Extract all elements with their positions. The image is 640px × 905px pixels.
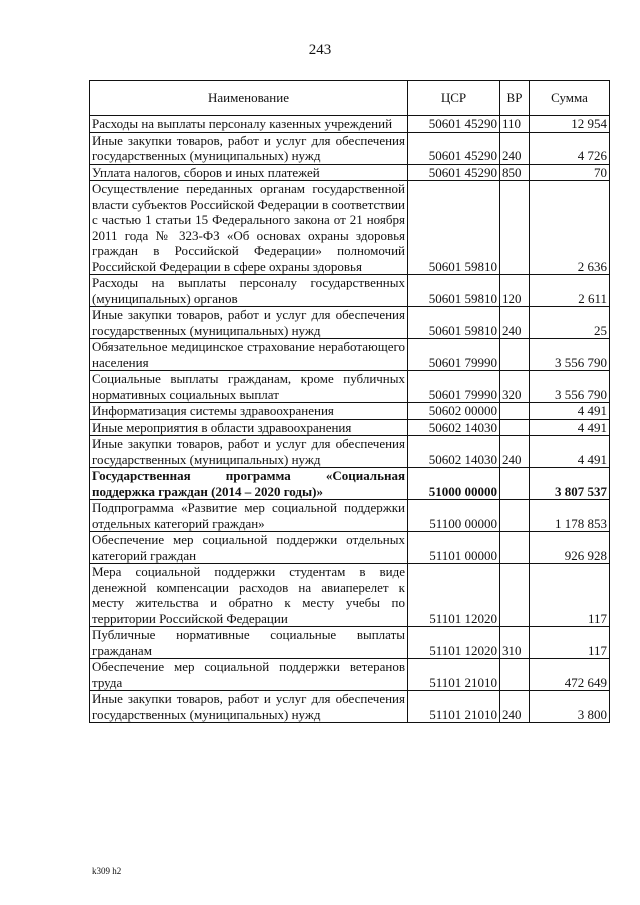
row-vr (500, 419, 530, 436)
row-vr: 240 (500, 691, 530, 723)
row-vr: 240 (500, 132, 530, 164)
row-sum: 472 649 (530, 659, 610, 691)
row-vr (500, 339, 530, 371)
table-row (90, 532, 610, 564)
row-name: Обеспечение мер социальной поддержки ветеранов труда (90, 659, 408, 691)
header-sum: Сумма (530, 81, 610, 116)
table-row (90, 436, 610, 468)
row-vr (500, 181, 530, 275)
row-vr: 120 (500, 275, 530, 307)
row-sum: 926 928 (530, 532, 610, 564)
header-name: Наименование (90, 81, 408, 116)
row-vr: 320 (500, 371, 530, 403)
row-csr: 51101 12020 (408, 627, 500, 659)
header-vr: ВР (500, 81, 530, 116)
footer-code: k309 h2 (92, 866, 122, 876)
table-row (90, 371, 610, 403)
row-csr: 51100 00000 (408, 500, 500, 532)
row-sum: 2 636 (530, 181, 610, 275)
row-sum: 3 807 537 (530, 468, 610, 500)
row-name: Расходы на выплаты персоналу государственных (муниципальных) органов (90, 275, 408, 307)
row-sum: 70 (530, 164, 610, 181)
table-row (90, 468, 610, 500)
row-sum: 3 556 790 (530, 339, 610, 371)
table-row (90, 659, 610, 691)
row-csr: 51101 21010 (408, 659, 500, 691)
row-name: Иные закупки товаров, работ и услуг для обеспечения государственных (муниципальных) нужд (90, 307, 408, 339)
table-row (90, 116, 610, 133)
row-vr: 850 (500, 164, 530, 181)
row-csr: 50601 45290 (408, 116, 500, 133)
row-csr: 51101 21010 (408, 691, 500, 723)
row-vr (500, 659, 530, 691)
row-sum: 117 (530, 564, 610, 627)
row-sum: 3 800 (530, 691, 610, 723)
row-name: Обеспечение мер социальной поддержки отдельных категорий граждан (90, 532, 408, 564)
row-sum: 25 (530, 307, 610, 339)
row-sum: 4 491 (530, 419, 610, 436)
row-csr: 51101 00000 (408, 532, 500, 564)
row-csr: 50601 59810 (408, 181, 500, 275)
budget-table (89, 80, 610, 723)
table-row (90, 275, 610, 307)
row-csr: 50601 59810 (408, 275, 500, 307)
row-name: Публичные нормативные социальные выплаты гражданам (90, 627, 408, 659)
table-row (90, 403, 610, 420)
table-row (90, 181, 610, 275)
table-row (90, 419, 610, 436)
page-number: 243 (308, 42, 332, 58)
row-vr (500, 564, 530, 627)
row-vr: 240 (500, 436, 530, 468)
row-vr: 240 (500, 307, 530, 339)
table-row (90, 307, 610, 339)
row-name: Обязательное медицинское страхование неработающего населения (90, 339, 408, 371)
row-name: Иные закупки товаров, работ и услуг для обеспечения государственных (муниципальных) нужд (90, 132, 408, 164)
table-row (90, 164, 610, 181)
table-row (90, 339, 610, 371)
row-name: Социальные выплаты гражданам, кроме публичных нормативных социальных выплат (90, 371, 408, 403)
table-row (90, 500, 610, 532)
row-vr: 310 (500, 627, 530, 659)
row-name: Осуществление переданных органам государственной власти субъектов Российской Федерации в соответствии с частью 1 статьи 15 Федерального закона от 21 ноября 2011 года № 323-ФЗ «Об основах охраны здоровья граждан в Российской Федерации» полномочий Российской Федерации в сфере охраны здоровья (90, 181, 408, 275)
row-csr: 50601 79990 (408, 371, 500, 403)
row-name: Мера социальной поддержки студентам в виде денежной компенсации расходов на авиаперелет к месту жительства и обратно к месту учебы по территории Российской Федерации (90, 564, 408, 627)
row-name: Подпрограмма «Развитие мер социальной поддержки отдельных категорий граждан» (90, 500, 408, 532)
header-csr: ЦСР (408, 81, 500, 116)
row-csr: 50601 45290 (408, 164, 500, 181)
row-name: Уплата налогов, сборов и иных платежей (90, 164, 408, 181)
row-name: Иные мероприятия в области здравоохранения (90, 419, 408, 436)
table-body (90, 116, 610, 723)
row-sum: 3 556 790 (530, 371, 610, 403)
table-row (90, 627, 610, 659)
row-name: Государственная программа «Социальная поддержка граждан (2014 – 2020 годы)» (90, 468, 408, 500)
row-csr: 50602 00000 (408, 403, 500, 420)
table-row (90, 691, 610, 723)
row-sum: 4 726 (530, 132, 610, 164)
row-name: Информатизация системы здравоохранения (90, 403, 408, 420)
row-csr: 51101 12020 (408, 564, 500, 627)
row-csr: 50602 14030 (408, 419, 500, 436)
row-vr (500, 532, 530, 564)
row-sum: 4 491 (530, 403, 610, 420)
row-name: Расходы на выплаты персоналу казенных учреждений (90, 116, 408, 133)
table-row (90, 132, 610, 164)
row-sum: 12 954 (530, 116, 610, 133)
row-sum: 1 178 853 (530, 500, 610, 532)
row-csr: 50601 45290 (408, 132, 500, 164)
row-csr: 50601 79990 (408, 339, 500, 371)
row-vr (500, 500, 530, 532)
row-sum: 4 491 (530, 436, 610, 468)
row-vr (500, 403, 530, 420)
table-header-row (90, 81, 610, 116)
row-csr: 50602 14030 (408, 436, 500, 468)
row-csr: 51000 00000 (408, 468, 500, 500)
row-vr: 110 (500, 116, 530, 133)
row-csr: 50601 59810 (408, 307, 500, 339)
row-name: Иные закупки товаров, работ и услуг для обеспечения государственных (муниципальных) нужд (90, 691, 408, 723)
row-name: Иные закупки товаров, работ и услуг для обеспечения государственных (муниципальных) нужд (90, 436, 408, 468)
table-row (90, 564, 610, 627)
row-vr (500, 468, 530, 500)
row-sum: 117 (530, 627, 610, 659)
row-sum: 2 611 (530, 275, 610, 307)
